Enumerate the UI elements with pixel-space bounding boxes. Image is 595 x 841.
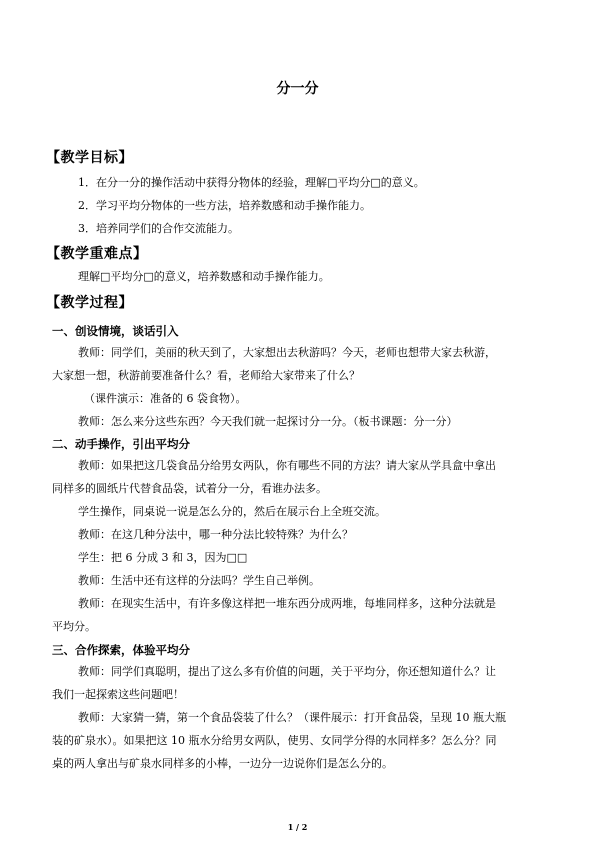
section-heading-keypoints: 【教学重难点】 <box>46 246 148 262</box>
section-heading-goals: 【教学目标】 <box>46 150 133 166</box>
paragraph-line: （课件演示：准备的 6 袋食物）。 <box>84 392 247 405</box>
paragraph-line: 教师：在这几种分法中，哪一种分法比较特殊？为什么？ <box>78 528 353 541</box>
paragraph-line: 教师：大家猜一猜，第一个食品袋装了什么？（课件展示：打开食品袋，呈现 10 瓶大瓶 <box>78 711 506 724</box>
keypoints-text: 理解□平均分□的意义，培养数感和动手操作能力。 <box>78 270 330 283</box>
goal-item-2: 2．学习平均分物体的一些方法，培养数感和动手操作能力。 <box>78 199 371 212</box>
document-title: 分一分 <box>276 81 319 97</box>
goal-item-1: 1．在分一分的操作活动中获得分物体的经验，理解□平均分□的意义。 <box>78 176 425 189</box>
paragraph-line: 学生操作，同桌说一说是怎么分的，然后在展示台上全班交流。 <box>78 505 386 518</box>
paragraph-line: 大家想一想，秋游前要准备什么？看，老师给大家带来了什么？ <box>52 369 360 382</box>
paragraph-line: 桌的两人拿出与矿泉水同样多的小棒，一边分一边说你们是怎么分的。 <box>52 757 393 770</box>
paragraph-line: 平均分。 <box>52 620 96 633</box>
paragraph-line: 教师：怎么来分这些东西？今天我们就一起探讨分一分。（板书课题：分一分） <box>78 415 458 428</box>
paragraph-line: 教师：同学们，美丽的秋天到了，大家想出去秋游吗？今天，老师也想带大家去秋游， <box>78 346 496 359</box>
section-heading-process: 【教学过程】 <box>46 295 133 311</box>
subsection-heading-1: 一、创设情境，谈话引入 <box>52 324 179 338</box>
page-number: 1 / 2 <box>287 822 308 832</box>
paragraph-line: 教师：如果把这几袋食品分给男女两队，你有哪些不同的方法？请大家从学具盒中拿出 <box>78 459 496 472</box>
subsection-heading-3: 三、合作探索，体验平均分 <box>52 643 190 657</box>
paragraph-line: 教师：在现实生活中，有许多像这样把一堆东西分成两堆，每堆同样多，这种分法就是 <box>78 597 496 610</box>
paragraph-line: 教师：同学们真聪明，提出了这么多有价值的问题，关于平均分，你还想知道什么？让 <box>78 665 496 678</box>
paragraph-line: 教师：生活中还有这样的分法吗？学生自己举例。 <box>78 574 320 587</box>
paragraph-line: 装的矿泉水）。如果把这 10 瓶水分给男女两队，使男、女同学分得的水同样多？怎么分？同 <box>52 734 497 747</box>
goal-item-3: 3．培养同学们的合作交流能力。 <box>78 222 239 235</box>
subsection-heading-2: 二、动手操作，引出平均分 <box>52 437 190 451</box>
paragraph-line: 同样多的圆纸片代替食品袋，试着分一分，看谁办法多。 <box>52 482 327 495</box>
paragraph-line: 学生：把 6 分成 3 和 3，因为□□ <box>78 551 248 564</box>
paragraph-line: 我们一起探索这些问题吧！ <box>52 688 184 701</box>
